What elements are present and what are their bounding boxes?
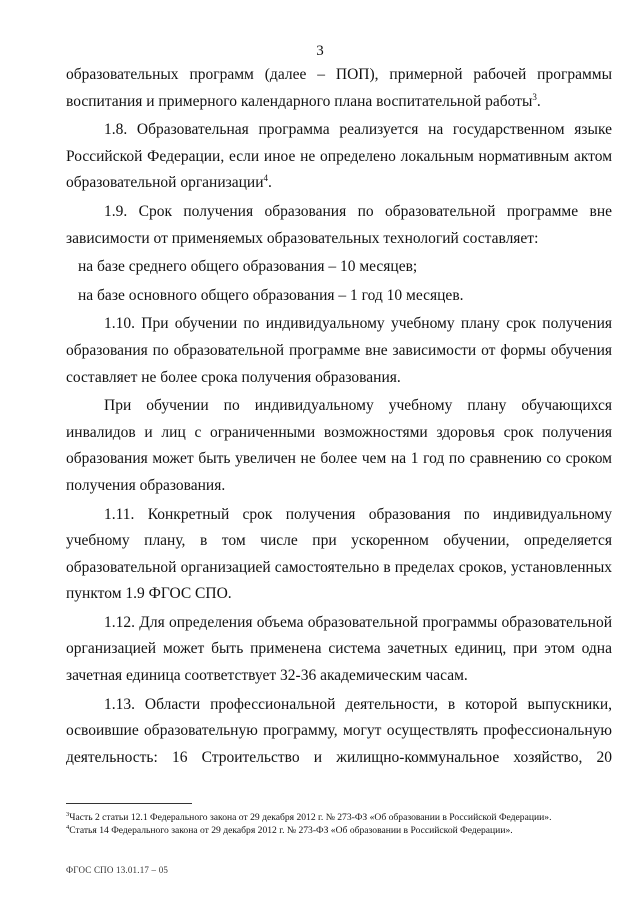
document-code: ФГОС СПО 13.01.17 – 05: [66, 865, 169, 875]
document-body: [66, 62, 612, 771]
page-number: 3: [316, 43, 324, 59]
paragraph-text: образовательных программ (далее – ПОП), примерной рабочей программы воспитания и примерного календарного плана воспитательной работы: [66, 66, 612, 110]
footnote-ref: 4: [263, 173, 269, 184]
paragraph-1-13: 1.13. Области профессиональной деятельности, в которой выпускники, освоившие образовательную программу, могут осуществлять профессиональную деятельность: 16 Строительство и жилищно-коммунальное хозяйство, 20: [66, 695, 612, 766]
footnote-text: Статья 14 Федерального закона от 29 декабря 2012 г. № 273-ФЗ «Об образовании в Российской Федерации».: [69, 825, 513, 836]
footnote-ref: 3: [532, 91, 537, 102]
paragraph-1-12: 1.12. Для определения объема образовательной программы образовательной организацией может быть применена система зачетных единиц, при этом одна зачетная единица соответствует 32-36 академическим часам.: [66, 613, 612, 685]
footnote-3: [66, 811, 612, 824]
footnotes: [66, 811, 612, 837]
paragraph-text: 1.8. Образовательная программа реализуется на государственном языке Российской Федерации, если иное не определено локальным нормативным актом образовательной организации: [66, 121, 612, 192]
paragraph-continuation: [66, 62, 612, 115]
footnote-mark: 3: [66, 811, 70, 818]
paragraph-1-8: [66, 117, 612, 197]
paragraph-1-10: 1.10. При обучении по индивидуальному учебному плану срок получения образования по образовательной программе вне зависимости от формы обучения составляет не более срока получения образования.: [66, 315, 612, 386]
paragraph-tail: .: [536, 92, 541, 110]
footnote-divider: [66, 803, 192, 804]
paragraph-1-11: 1.11. Конкретный срок получения образования по индивидуальному учебному плану, в том числе при ускоренном обучении, определяется образовательной организацией самостоятельно в пределах сроков, установленных пунктом 1.9 ФГОС СПО.: [66, 505, 612, 603]
paragraph-1-9: 1.9. Срок получения образования по образовательной программе вне зависимости от применяемых образовательных технологий составляет:: [66, 202, 612, 247]
footnote-text: Часть 2 статьи 12.1 Федерального закона от 29 декабря 2012 г. № 273-ФЗ «Об образовании в Российской Федерации».: [69, 812, 552, 823]
footnote-4: [66, 824, 612, 837]
paragraph-tail: .: [268, 174, 272, 192]
paragraph-term-secondary: на базе среднего общего образования – 10 месяцев;: [78, 258, 418, 276]
paragraph-term-basic: на базе основного общего образования – 1 год 10 месяцев.: [78, 286, 464, 304]
paragraph-disabilities: При обучении по индивидуальному учебному плану обучающихся инвалидов и лиц с ограниченными возможностями здоровья срок получения образования может быть увеличен не более чем на 1 год по сравнению со сроком получения образования.: [66, 397, 612, 494]
footnote-mark: 4: [66, 824, 70, 831]
